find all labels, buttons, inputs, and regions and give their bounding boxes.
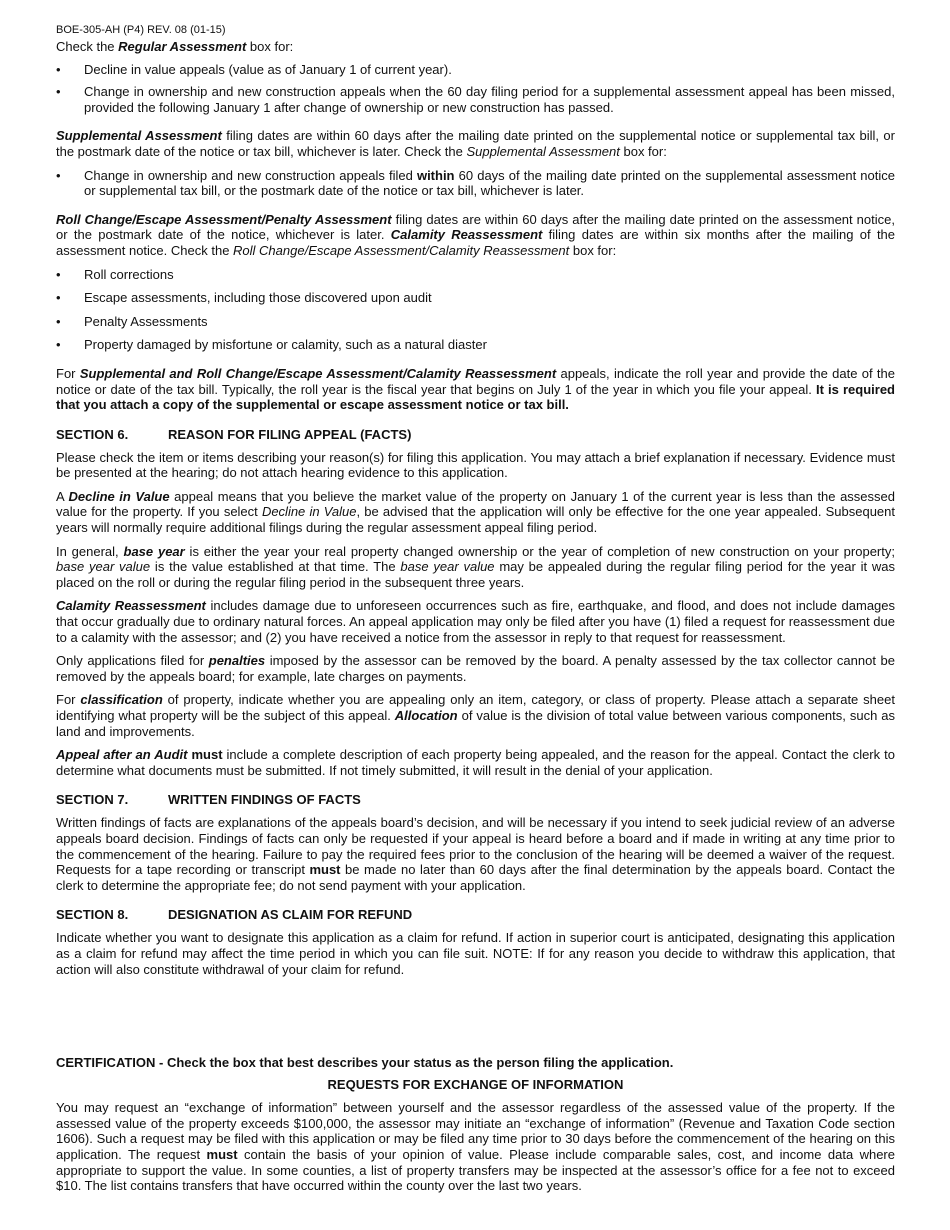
classification-text2: of value is the division of total value between various components, such as land and improvements.	[56, 708, 895, 739]
calamity-text: includes damage due to unforeseen occurrences such as fire, earthquake, and flood, and does not include damages that occur gradually due to ordinary natural forces. An appeal application may only be filed after you have (1) filed a request for reassessment due to a calamity with the assessor; and (2) you have received a notice from the assessor in reply to that request for reassessment.	[56, 598, 896, 645]
roll-change-text3: box for:	[569, 242, 617, 258]
section-6-heading	[56, 427, 895, 442]
penalties-text: imposed by the assessor can be removed by the board. A penalty assessed by the tax collector cannot be removed by the appeals board; for example, late charges on payments.	[56, 653, 895, 684]
classification-paragraph	[56, 692, 895, 739]
exchange-text2: contain the basis of your opinion of value. Please include comparable sales, cost, and income data where appropriate to support the value. In some counties, a list of property transfers may be inspected at the assessor’s office for a fee not to exceed $10. The list contains transfers that have occurred within the county over the last two years.	[56, 1146, 895, 1194]
roll-change-list	[56, 267, 895, 353]
decline-in-value-paragraph	[56, 489, 895, 536]
section-number: SECTION 7.	[56, 792, 129, 808]
list-item-text: 60 days of the mailing date printed on the supplemental assessment notice or supplemental tax bill, or the postmark date of the notice or tax bill, whichever is later.	[84, 167, 895, 199]
exchange-text1: You may request an “exchange of information” between yourself and the assessor regardless of the assessed value of the property. If the assessed value of the property exceeds $100,000, the assessor may initiate an “exchange of information” (Revenue and Taxation Code section 1606). Such a request may be filed with this application or may be filed any time prior to 30 days before the commencement of the hearing on this application. The request	[56, 1100, 895, 1162]
list-item: • Property damaged by misfortune or calamity, such as a natural diaster	[56, 337, 487, 353]
supplemental-text2: box for:	[619, 143, 667, 159]
base-year-paragraph	[56, 544, 895, 591]
section-7-must: must	[309, 862, 341, 878]
regular-post: box for:	[246, 39, 294, 54]
supp-roll-term: Supplemental and Roll Change/Escape Assessment/Calamity Reassessment	[79, 365, 557, 381]
audit-text: include a complete description of each property being appealed, and the reason for the appeal. Contact the clerk to determine what documents must be submitted. If not timely submitted, it will result in the denial of your application.	[56, 747, 895, 778]
supplemental-roll-paragraph	[56, 366, 895, 413]
decline-pre: A	[56, 488, 69, 504]
penalties-paragraph	[56, 653, 895, 684]
section-8-heading	[56, 907, 895, 922]
supp-roll-text: appeals, indicate the roll year and provide the date of the notice or date of the tax bill. Typically, the roll year is the fiscal year that begins on July 1 of the year in which you file your appeal.	[56, 365, 896, 397]
decline-text2: , be advised that the application will only be effective for the one year appealed. Subsequent years will normally require additional filings during the regular assessment appeal filing period.	[56, 504, 896, 536]
penalties-pre: Only applications filed for	[56, 653, 209, 669]
list-item-text: Change in ownership and new construction appeals when the 60 day filing period for a supplemental assessment appeal has been missed, provided the following January 1 after change of ownership or new construction has passed.	[84, 84, 895, 115]
form-id: BOE-305-AH (P4) REV. 08 (01-15)	[56, 24, 226, 36]
section-number: SECTION 6.	[56, 426, 129, 442]
exchange-must: must	[206, 1146, 238, 1162]
audit-paragraph	[56, 747, 895, 778]
allocation-term: Allocation	[394, 708, 458, 723]
list-item-text: Change in ownership and new construction appeals filed	[84, 167, 417, 183]
list-item-text: Penalty Assessments	[84, 313, 208, 329]
decline-term-italic: Decline in Value	[261, 504, 357, 520]
supp-roll-pre: For	[56, 365, 80, 381]
list-item: • Escape assessments, including those discovered upon audit	[56, 290, 432, 306]
section-7-heading	[56, 792, 895, 807]
decline-text1: appeal means that you believe the market value of the property on January 1 of the current year is less than the assessed value for the property. If you select	[56, 488, 895, 520]
classification-text1: of property, indicate whether you are appealing only an item, category, or class of property. Please attach a separate sheet identifying what property will be the subject of this appeal.	[56, 692, 895, 723]
base-year-text1: is either the year your real property changed ownership or the year of completion of new construction on your property;	[184, 543, 895, 559]
list-item: • Change in ownership and new construction appeals filed within 60 days of the mailing date printed on the supplemental assessment notice or supplemental tax bill, or the postmark date of the notice or tax bill, whichever is later.	[56, 167, 895, 199]
certification-heading: CERTIFICATION - Check the box that best describes your status as the person filing the application.	[56, 1055, 674, 1071]
section-number: SECTION 8.	[56, 907, 129, 923]
penalties-term: penalties	[208, 653, 266, 669]
section-7-paragraph	[56, 815, 895, 893]
regular-pre: Check the	[56, 39, 119, 54]
list-item: • Penalty Assessments	[56, 313, 208, 329]
calamity-term: Calamity Reassessment	[390, 227, 543, 243]
list-item-text: Decline in value appeals (value as of January 1 of current year).	[84, 61, 452, 77]
audit-term: Appeal after an Audit	[56, 747, 188, 763]
list-item-text: Roll corrections	[84, 266, 174, 282]
regular-term: Regular Assessment	[118, 39, 247, 54]
regular-assessment-list	[56, 62, 895, 116]
base-year-term: base year	[123, 543, 185, 559]
list-item-text: Escape assessments, including those discovered upon audit	[84, 290, 432, 306]
roll-change-term: Roll Change/Escape Assessment/Penalty Assessment	[56, 211, 392, 227]
section-6-intro: Please check the item or items describing your reason(s) for filing this application. You may attach a brief explanation if necessary. Evidence must be presented at the hearing; do not attach hearing evidence to this application.	[56, 449, 895, 481]
base-year-text2: is the value established at that time. The	[150, 559, 401, 575]
list-item: • Decline in value appeals (value as of January 1 of current year).	[56, 61, 452, 77]
base-year-value-term: base year value	[400, 559, 495, 575]
supplemental-assessment-list	[56, 168, 895, 199]
supp-roll-bold: It is required that you attach a copy of the supplemental or escape assessment notice or tax bill.	[56, 381, 895, 413]
document-page	[56, 24, 895, 1202]
decline-term: Decline in Value	[68, 488, 170, 504]
section-title: WRITTEN FINDINGS OF FACTS	[168, 792, 361, 808]
exchange-heading: REQUESTS FOR EXCHANGE OF INFORMATION	[327, 1077, 624, 1093]
base-year-text3: may be appealed during the regular filing period for the year it was placed on the roll or during the regular filing period in the subsequent three years.	[56, 559, 896, 590]
section-title: REASON FOR FILING APPEAL (FACTS)	[168, 426, 412, 442]
list-item-text: Property damaged by misfortune or calamity, such as a natural diaster	[84, 337, 487, 353]
classification-pre: For	[56, 692, 81, 708]
section-title: DESIGNATION AS CLAIM FOR REFUND	[168, 907, 413, 923]
supplemental-term-italic: Supplemental Assessment	[466, 143, 620, 159]
supplemental-assessment-paragraph	[56, 128, 895, 159]
list-item: • Roll corrections	[56, 266, 174, 282]
roll-change-text2: filing dates are within six months after the mailing of the assessment notice. Check the	[56, 227, 896, 258]
base-year-pre: In general,	[56, 543, 124, 559]
roll-change-term-italic: Roll Change/Escape Assessment/Calamity Reassessment	[233, 242, 570, 258]
list-item: • Change in ownership and new construction appeals when the 60 day filing period for a supplemental assessment appeal has been missed, provided the following January 1 after change of ownership or new construction has passed.	[56, 84, 895, 115]
calamity-paragraph	[56, 598, 895, 645]
section-8-paragraph: Indicate whether you want to designate this application as a claim for refund. If action in superior court is anticipated, designating this application as a claim for refund may affect the time period in which you can file suit. NOTE: If for any reason you decide to withdraw this application, that action will also constitute withdrawal of your claim for refund.	[56, 930, 895, 977]
exchange-paragraph	[56, 1100, 895, 1194]
supplemental-text1: filing dates are within 60 days after the mailing date printed on the supplemental notice or supplemental tax bill, or the postmark date of the notice or tax bill, whichever is later. Check the	[56, 128, 895, 159]
supplemental-term: Supplemental Assessment	[56, 128, 222, 144]
roll-change-text1: filing dates are within 60 days after the mailing date printed on the assessment notice, or the postmark date of the notice, whichever is later.	[56, 211, 895, 243]
section-7-text1: Written findings of facts are explanations of the appeals board’s decision, and will be necessary if you intend to seek judicial review of an adverse appeals board decision. Findings of facts can only be requested if your appeal is heard before a board and if made in writing at any time prior to the commencement of the hearing. Failure to pay the required fees prior to the conclusion of the hearing will be deemed a waiver of the request. Requests for a tape recording or transcript	[56, 815, 895, 878]
audit-must: must	[187, 747, 223, 763]
within-bold: within	[416, 167, 455, 183]
calamity-reassessment-term: Calamity Reassessment	[56, 598, 206, 614]
base-year-value-term: base year value	[56, 559, 151, 575]
roll-change-paragraph	[56, 212, 895, 259]
regular-assessment-intro	[56, 39, 895, 55]
classification-term: classification	[80, 692, 163, 708]
section-7-text2: be made no later than 60 days after the final determination by the appeals board. Contact the clerk to determine the appropriate fee; do not send payment with your application.	[56, 862, 895, 893]
